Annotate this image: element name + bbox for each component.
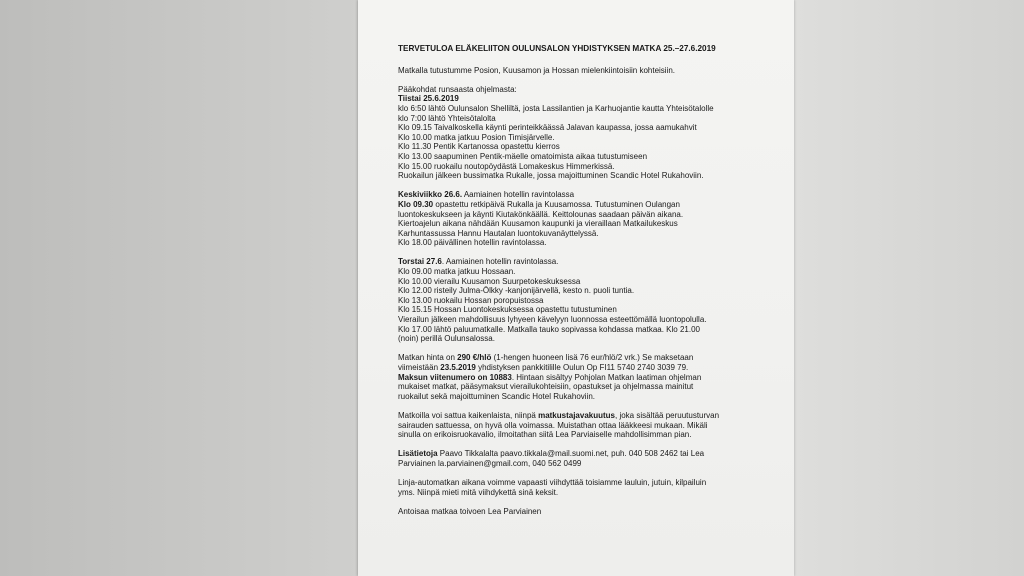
paper-sheet bbox=[358, 0, 794, 576]
wednesday-line: Karhuntassussa Hannu Hautalan luontokuvanäyttelyssä. bbox=[398, 228, 599, 238]
contact-label: Lisätietoja bbox=[398, 449, 438, 459]
tuesday-line: klo 7:00 lähtö Yhteisötalolta bbox=[398, 113, 496, 123]
wednesday-heading-line bbox=[398, 190, 790, 200]
price-post: (1-hengen huoneen lisä 76 eur/hlö/2 vrk.) Se maksetaan bbox=[491, 353, 694, 363]
price-line2-post: yhdistyksen pankkitilille Oulun Op FI11 5740 2740 3039 79. bbox=[475, 363, 689, 372]
contact-rest: Paavo Tikkalalta paavo.tikkala@mail.suomi.net, puh. 040 508 2462 tai Lea bbox=[437, 449, 705, 459]
tuesday-line: Klo 15.00 ruokailu noutopöydästä Lomakeskus Himmerkissä. bbox=[398, 161, 615, 171]
document-title: TERVETULOA ELÄKELIITON OULUNSALON YHDISTYKSEN MATKA 25.–27.6.2019 bbox=[398, 44, 716, 53]
insurance-post: , joka sisältää peruutusturvan bbox=[615, 410, 720, 420]
reference-rest: . Hintaan sisältyy Pohjolan Matkan laatiman ohjelman bbox=[511, 372, 702, 382]
wednesday-first-line bbox=[398, 200, 790, 210]
contact-line-1 bbox=[398, 449, 790, 459]
entertainment-line: Linja-automatkan aikana voimme vapaasti viihdyttää toisiamme lauluin, jutuin, kilpailuin bbox=[398, 478, 707, 488]
thursday-line: (noin) perillä Oulunsalossa. bbox=[398, 334, 495, 344]
price-pre: Matkan hinta on bbox=[398, 353, 458, 363]
tuesday-line: Klo 10.00 matka jatkuu Posion Timisjärvelle. bbox=[398, 132, 555, 142]
thursday-line: Klo 15.15 Hossan Luontokeskuksessa opastettu tutustuminen bbox=[398, 305, 617, 315]
price-line2-pre: viimeistään bbox=[398, 363, 441, 372]
price-amount: 290 €/hlö bbox=[457, 353, 492, 363]
document-body bbox=[398, 44, 790, 517]
background-left bbox=[0, 0, 360, 576]
insurance-pre: Matkoilla voi sattua kaikenlaista, niinpä bbox=[398, 410, 539, 420]
tuesday-line: Ruokailun jälkeen bussimatka Rukalle, jossa majoittuminen Scandic Hotel Rukahoviin. bbox=[398, 171, 704, 181]
thursday-heading-rest: . Aamiainen hotellin ravintolassa. bbox=[441, 257, 559, 267]
wednesday-line: Kiertoajelun aikana nähdään Kuusamon kaupunki ja vieraillaan Matkailukeskus bbox=[398, 219, 678, 229]
insurance-line: sairauden sattuessa, on hyvä olla voimassa. Muistathan ottaa lääkkeesi mukaan. Mikäli bbox=[398, 420, 708, 430]
tuesday-heading: Tiistai 25.6.2019 bbox=[398, 94, 459, 104]
thursday-line: Vierailun jälkeen mahdollisuus lyhyeen kävelyyn luonnossa esteettömällä luontopolulla. bbox=[398, 315, 707, 325]
closing-text: Antoisaa matkaa toivoen Lea Parviainen bbox=[398, 506, 542, 516]
tuesday-line: Klo 09.15 Taivalkoskella käynti perinteikkäässä Jalavan kaupassa, jossa aamukahvit bbox=[398, 123, 697, 133]
wednesday-heading: Keskiviikko 26.6. bbox=[398, 190, 463, 200]
insurance-line: sinulla on erikoisruokavalio, ilmoitathan siitä Lea Parviaiselle mahdollisimman pian. bbox=[398, 430, 692, 440]
wednesday-first-time: Klo 09.30 bbox=[398, 199, 434, 209]
price-line-2 bbox=[398, 363, 790, 373]
reference-number: Maksun viitenumero on 10883 bbox=[398, 372, 512, 382]
price-line: mukaiset matkat, pääsymaksut vierailukohteisiin, opastukset ja ohjelmassa mainitut bbox=[398, 382, 694, 392]
wednesday-heading-rest: Aamiainen hotellin ravintolassa bbox=[462, 190, 575, 200]
tuesday-line: Klo 13.00 saapuminen Pentik-mäelle omatoimista aikaa tutustumiseen bbox=[398, 151, 648, 161]
program-heading: Pääkohdat runsaasta ohjelmasta: bbox=[398, 84, 517, 94]
wednesday-first-rest: opastettu retkipäivä Rukalla ja Kuusamossa. Tutustuminen Oulangan bbox=[433, 199, 680, 209]
thursday-line: Klo 09.00 matka jatkuu Hossaan. bbox=[398, 267, 516, 277]
price-deadline: 23.5.2019 bbox=[440, 363, 476, 372]
thursday-line: Klo 12.00 risteily Julma-Ölkky -kanjonijärvellä, kesto n. puoli tuntia. bbox=[398, 286, 635, 296]
intro-text: Matkalla tutustumme Posion, Kuusamon ja Hossan mielenkiintoisiin kohteisiin. bbox=[398, 65, 676, 75]
price-line-1 bbox=[398, 353, 790, 363]
wednesday-line: luontokeskukseen ja käynti Kiutakönkäällä. Keittolounas saadaan päivän aikana. bbox=[398, 209, 684, 219]
wednesday-line: Klo 18.00 päivällinen hotellin ravintolassa. bbox=[398, 238, 547, 248]
entertainment-line: yms. Niinpä mieti mitä viihdykettä sinä keksit. bbox=[398, 487, 559, 497]
thursday-heading: Torstai 27.6 bbox=[398, 257, 442, 267]
thursday-line: Klo 13.00 ruokailu Hossan poropuistossa bbox=[398, 295, 544, 305]
tuesday-line: Klo 11.30 Pentik Kartanossa opastettu kierros bbox=[398, 142, 560, 152]
contact-line-2: Parviainen la.parviainen@gmail.com, 040 562 0499 bbox=[398, 458, 582, 468]
tuesday-line: klo 6:50 lähtö Oulunsalon Shelliltä, josta Lassilantien ja Karhuojantie kautta Yhteisötalolle bbox=[398, 103, 714, 113]
thursday-heading-line bbox=[398, 257, 790, 267]
price-line: ruokailut sekä majoittuminen Scandic Hotel Rukahoviin. bbox=[398, 391, 595, 401]
insurance-bold: matkustajavakuutus bbox=[538, 410, 615, 420]
background-right bbox=[790, 0, 1024, 576]
price-line-3 bbox=[398, 373, 790, 383]
insurance-line-1 bbox=[398, 411, 790, 421]
thursday-line: Klo 17.00 lähtö paluumatkalle. Matkalla tauko sopivassa kohdassa matkaa. Klo 21.00 bbox=[398, 324, 700, 334]
thursday-line: Klo 10.00 vierailu Kuusamon Suurpetokeskuksessa bbox=[398, 276, 581, 286]
